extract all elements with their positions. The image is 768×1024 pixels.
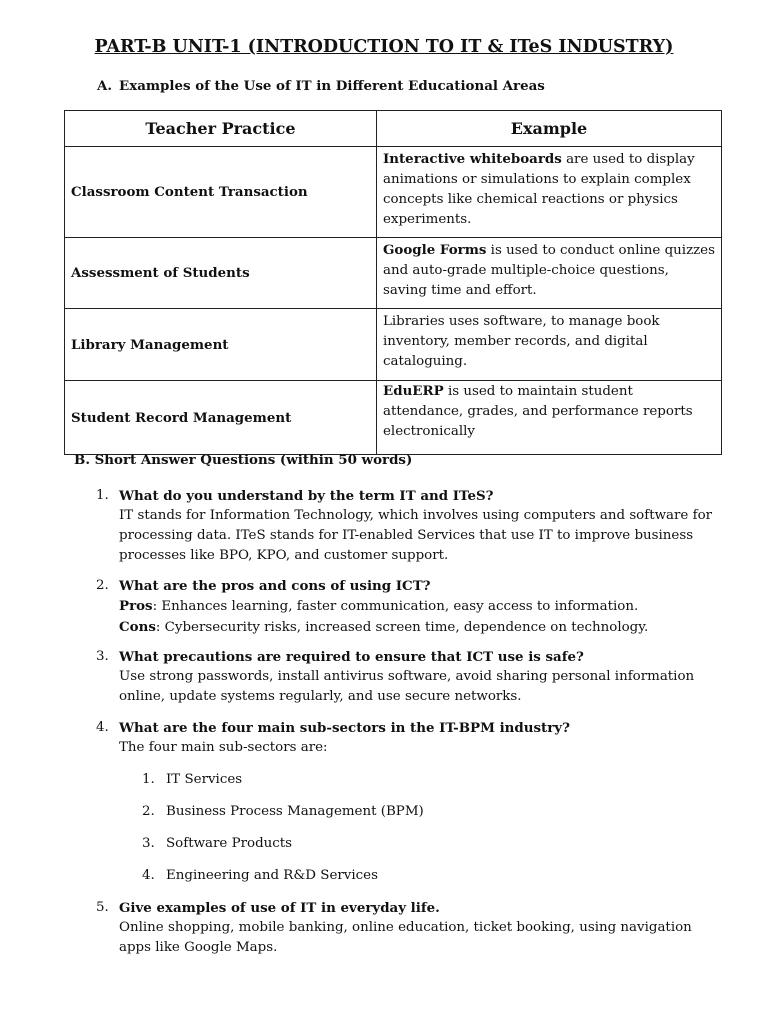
pros-line	[119, 596, 736, 617]
table-row	[65, 309, 722, 381]
example-bold-term: Google Forms	[383, 241, 487, 258]
table-row	[65, 238, 722, 309]
example-bold-term: EduERP	[383, 383, 444, 399]
it-usage-table	[64, 110, 722, 455]
question-item	[96, 718, 736, 758]
answer-text: Use strong passwords, install antivirus software, avoid sharing personal information online, update systems regularly, and use secure networks.	[119, 669, 695, 704]
list-item-text: IT Services	[166, 772, 243, 787]
list-item	[142, 866, 378, 886]
example-text: is used to conduct online quizzes and auto-grade multiple-choice questions, saving time and effort.	[383, 242, 715, 298]
example-text: is used to maintain student attendance, grades, and performance reports electronically	[383, 384, 693, 439]
question-text: What are the pros and cons of using ICT?	[119, 578, 431, 594]
example-cell	[377, 238, 722, 309]
section-a-marker: A.	[97, 78, 113, 94]
example-text: Libraries uses software, to manage book inventory, member records, and digital cataloguing.	[383, 314, 660, 369]
example-bold-term: Interactive whiteboards	[383, 150, 562, 167]
example-text: are used to display animations or simulations to explain complex concepts like chemical reactions or physics experiments.	[383, 151, 695, 227]
list-item-text: Business Process Management (BPM)	[166, 804, 424, 819]
question-item	[96, 576, 736, 638]
table-row	[65, 381, 722, 455]
list-item-number: 4.	[142, 868, 155, 883]
answer-text: The four main sub-sectors are:	[119, 740, 328, 755]
answer-text: Online shopping, mobile banking, online education, ticket booking, using navigation apps like Google Maps.	[119, 920, 692, 955]
practice-cell: Student Record Management	[65, 381, 377, 455]
cons-line	[119, 617, 736, 638]
question-number: 1.	[96, 488, 109, 503]
cons-text: : Cybersecurity risks, increased screen time, dependence on technology.	[155, 620, 649, 635]
section-a-heading-text: Examples of the Use of IT in Different Educational Areas	[119, 78, 545, 94]
question-text: Give examples of use of IT in everyday life.	[119, 900, 440, 916]
question-item	[96, 486, 736, 566]
answer-text: IT stands for Information Technology, which involves using computers and software for processing data. ITeS stands for IT-enabled Services that use IT to improve business processes like BPO, KPO, and customer support.	[119, 508, 713, 563]
list-item	[142, 770, 242, 790]
example-cell	[377, 309, 722, 381]
example-cell	[377, 381, 722, 455]
table-row	[65, 147, 722, 238]
list-item-number: 2.	[142, 804, 155, 819]
practice-cell: Classroom Content Transaction	[65, 147, 377, 238]
section-a-heading	[97, 76, 545, 96]
list-item-number: 1.	[142, 772, 155, 787]
cons-label: Cons	[119, 619, 156, 635]
question-text: What are the four main sub-sectors in the IT-BPM industry?	[119, 720, 570, 736]
page-title: PART-B UNIT-1 (INTRODUCTION TO IT & ITeS INDUSTRY)	[94, 37, 674, 57]
pros-label: Pros	[119, 598, 153, 614]
practice-cell: Library Management	[65, 309, 377, 381]
table-header-cell: Example	[377, 111, 722, 147]
question-number: 2.	[96, 578, 109, 593]
question-text: What precautions are required to ensure that ICT use is safe?	[119, 649, 584, 665]
question-number: 5.	[96, 900, 109, 915]
question-text: What do you understand by the term IT and ITeS?	[119, 488, 494, 504]
list-item	[142, 802, 424, 822]
list-item	[142, 834, 292, 854]
section-b-heading: B. Short Answer Questions (within 50 words)	[74, 452, 413, 468]
question-item	[96, 647, 736, 707]
practice-cell: Assessment of Students	[65, 238, 377, 309]
question-item	[96, 898, 736, 958]
pros-text: : Enhances learning, faster communication, easy access to information.	[152, 599, 639, 614]
list-item-number: 3.	[142, 836, 155, 851]
example-cell	[377, 147, 722, 238]
list-item-text: Software Products	[166, 836, 293, 851]
table-header-cell: Teacher Practice	[65, 111, 377, 147]
table-header-row	[65, 111, 722, 147]
list-item-text: Engineering and R&D Services	[166, 868, 378, 883]
question-number: 4.	[96, 720, 109, 735]
question-number: 3.	[96, 649, 109, 664]
